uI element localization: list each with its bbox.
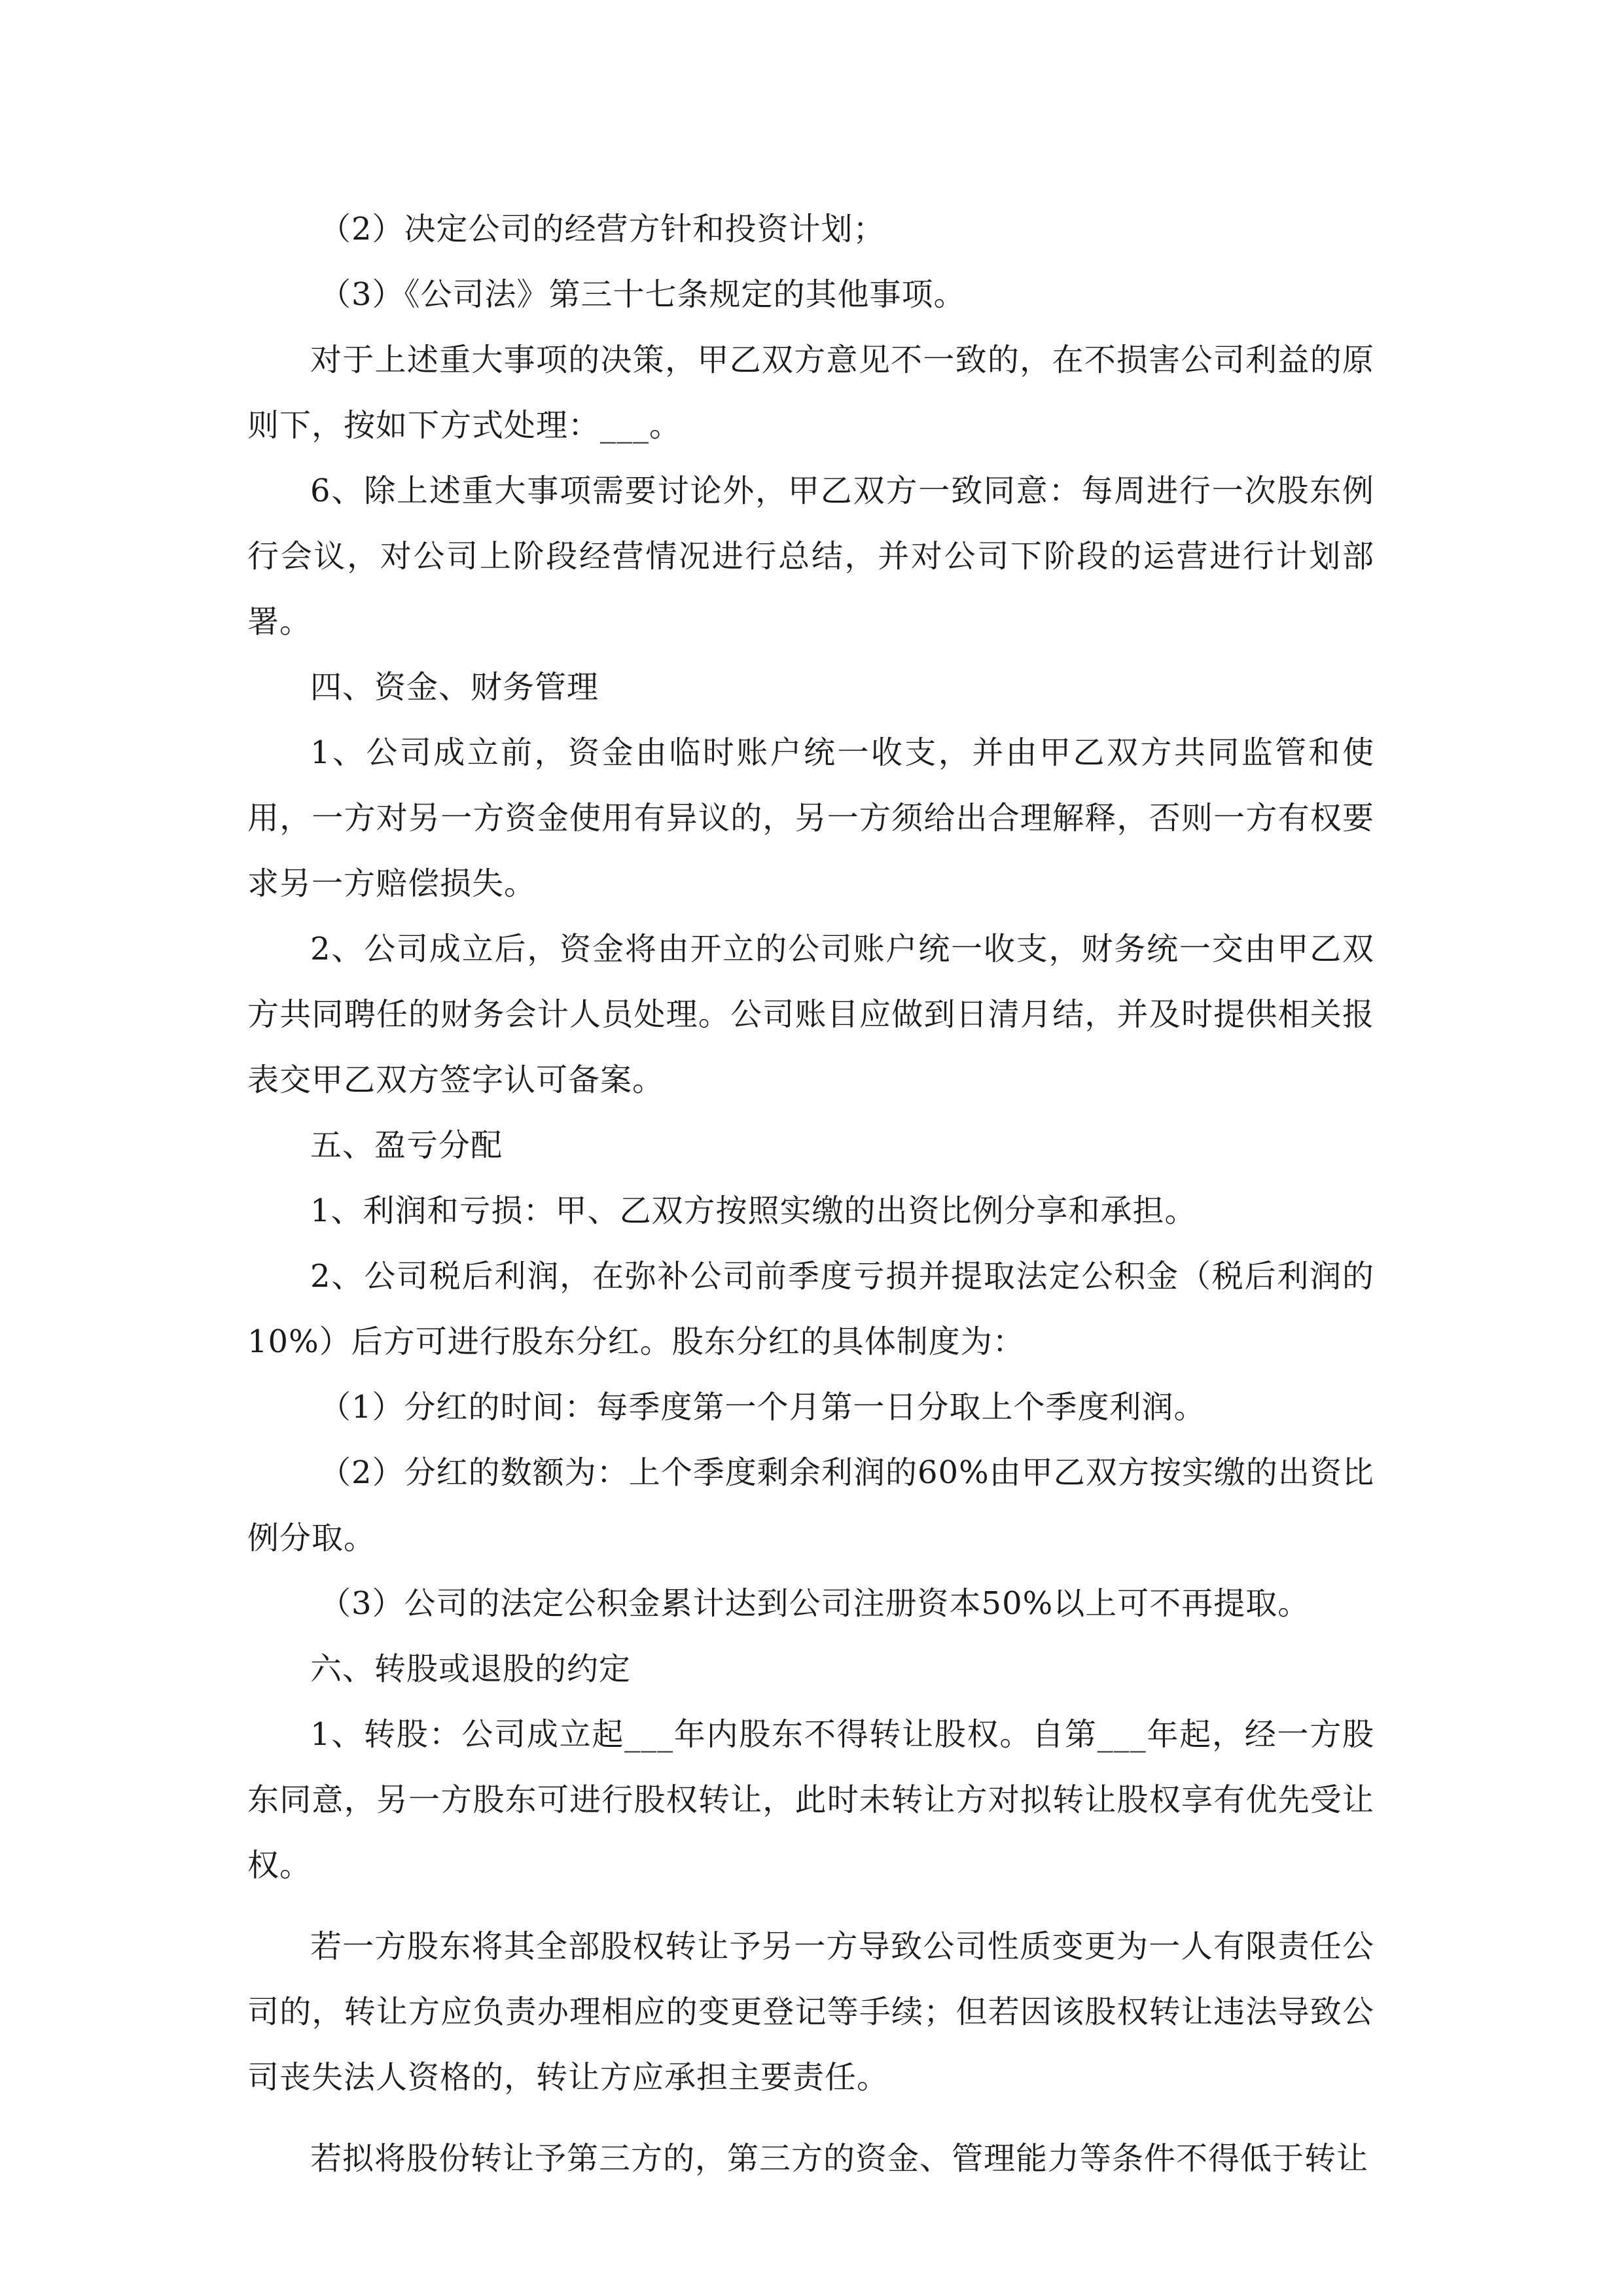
paragraph-item-6-weekly-meeting: 6、除上述重大事项需要讨论外，甲乙双方一致同意：每周进行一次股东例行会议，对公司上阶段经营情况进行总结，并对公司下阶段的运营进行计划部署。	[247, 473, 1374, 640]
paragraph-profit-loss-ratio: 1、利润和亏损：甲、乙双方按照实缴的出资比例分享和承担。	[310, 1193, 1197, 1229]
paragraph-full-transfer: 若一方股东将其全部股权转让予另一方导致公司性质变更为一人有限责任公司的，转让方应负责办理相应的变更登记等手续；但若因该股权转让违法导致公司丧失法人资格的，转让方应承担主要责任。	[247, 1928, 1374, 2096]
paragraph-share-transfer: 1、转股：公司成立起___年内股东不得转让股权。自第___年起，经一方股东同意，另一方股东可进行股权转让，此时未转让方对拟转让股权享有优先受让权。	[247, 1716, 1374, 1884]
section-heading-profit-loss: 五、盈亏分配	[310, 1127, 503, 1164]
paragraph-funds-after-establishment: 2、公司成立后，资金将由开立的公司账户统一收支，财务统一交由甲乙双方共同聘任的财务会计人员处理。公司账目应做到日清月结，并及时提供相关报表交甲乙双方签字认可备案。	[247, 931, 1374, 1098]
paragraph-dividend-time: （1）分红的时间：每季度第一个月第一日分取上个季度利润。	[319, 1389, 1206, 1426]
paragraph-third-party-transfer: 若拟将股份转让予第三方的，第三方的资金、管理能力等条件不得低于转让	[310, 2140, 1369, 2177]
paragraph-after-tax-profit: 2、公司税后利润，在弥补公司前季度亏损并提取法定公积金（税后利润的10%）后方可进行股东分红。股东分红的具体制度为：	[247, 1258, 1374, 1360]
section-heading-share-transfer: 六、转股或退股的约定	[310, 1651, 632, 1687]
section-heading-funds-finance: 四、资金、财务管理	[310, 669, 599, 706]
paragraph-dispute-resolution: 对于上述重大事项的决策，甲乙双方意见不一致的，在不损害公司利益的原则下，按如下方式处理：___。	[247, 342, 1374, 444]
paragraph-statutory-reserve: （3）公司的法定公积金累计达到公司注册资本50%以上可不再提取。	[319, 1585, 1310, 1622]
paragraph-clause-2: （2）决定公司的经营方针和投资计划；	[319, 211, 885, 247]
paragraph-clause-3: （3）《公司法》第三十七条规定的其他事项。	[319, 276, 966, 313]
document-body	[247, 196, 1374, 2191]
paragraph-dividend-amount: （2）分红的数额为：上个季度剩余利润的60%由甲乙双方按实缴的出资比例分取。	[247, 1454, 1374, 1556]
paragraph-funds-before-establishment: 1、公司成立前，资金由临时账户统一收支，并由甲乙双方共同监管和使用，一方对另一方资金使用有异议的，另一方须给出合理解释，否则一方有权要求另一方赔偿损失。	[247, 734, 1374, 902]
